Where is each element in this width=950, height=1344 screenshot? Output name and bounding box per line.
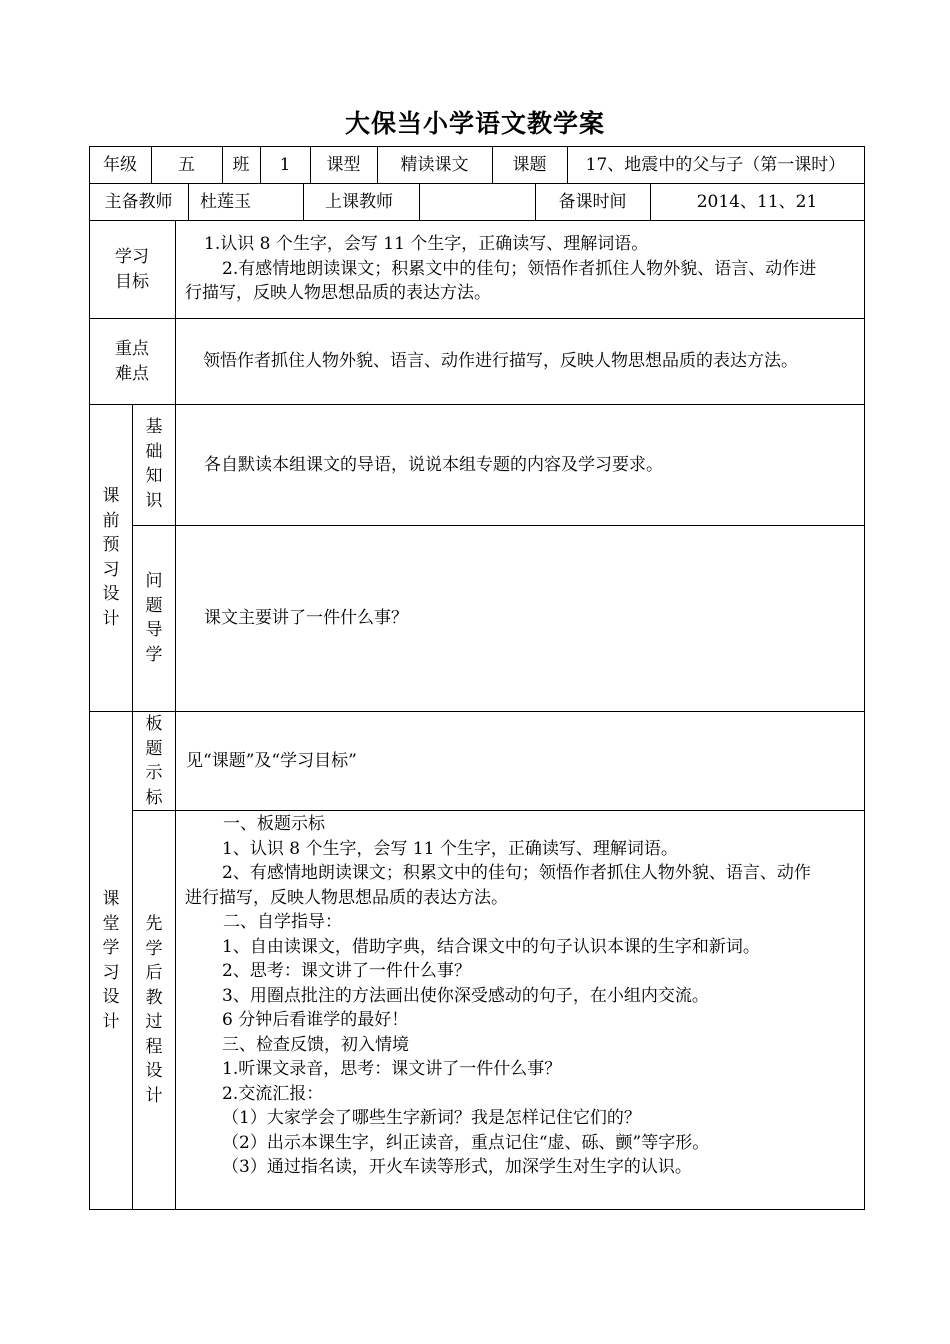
- key-points-label-line1: 重点: [115, 339, 149, 359]
- table-border-bottom: [89, 1209, 865, 1210]
- teacher-label: 上课教师: [325, 192, 393, 212]
- page-title: 大保当小学语文教学案: [344, 109, 605, 138]
- col-divider: [303, 183, 304, 220]
- objectives-line: 行描写，反映人物思想品质的表达方法。: [185, 283, 491, 303]
- basic-knowledge-label: 基 础 知 识: [145, 417, 163, 511]
- class-label: 班: [232, 155, 250, 175]
- class-value: 1: [279, 155, 291, 175]
- objectives-line: 2.有感情地朗读课文；积累文中的佳句；领悟作者抓住人物外貌、语言、动作进: [222, 258, 817, 279]
- prep-date-label: 备课时间: [558, 192, 627, 212]
- process-line: 三、检查反馈，初入情境: [222, 1034, 409, 1055]
- objectives-text: [185, 232, 816, 306]
- board-label: 板 题 示 标: [145, 714, 163, 808]
- basic-knowledge-text: 各自默读本组课文的导语，说说本组专题的内容及学习要求。: [204, 455, 663, 475]
- type-label: 课型: [326, 155, 361, 175]
- table-border-top: [89, 146, 865, 147]
- section-column-divider: [132, 404, 133, 1210]
- type-value: 精读课文: [400, 155, 469, 175]
- label-column-divider: [175, 220, 176, 1210]
- process-line: 6 分钟后看谁学的最好！: [222, 1010, 409, 1030]
- process-line: 1、认识 8 个生字，会写 11 个生字，正确读写、理解词语。: [222, 838, 678, 859]
- lead-teacher-label: 主备教师: [104, 192, 173, 212]
- grade-value: 五: [178, 155, 195, 175]
- process-line: 二、自学指导：: [223, 912, 342, 932]
- objectives-label-line1: 学习: [115, 247, 149, 267]
- table-border-right: [864, 146, 865, 1210]
- row-divider: [89, 318, 865, 319]
- question-guide-text: 课文主要讲了一件什么事？: [204, 608, 408, 628]
- key-points-label-line2: 难点: [115, 364, 149, 384]
- row-divider: [132, 525, 865, 526]
- lead-teacher-value: 杜莲玉: [200, 192, 251, 212]
- preview-section-label: 课 前 预 习 设 计: [102, 486, 120, 629]
- process-line: 2、有感情地朗读课文；积累文中的佳句；领悟作者抓住人物外貌、语言、动作: [222, 863, 811, 883]
- topic-label: 课题: [512, 155, 547, 175]
- row-divider: [89, 183, 865, 184]
- classroom-section-label: 课 堂 学 习 设 计: [102, 889, 120, 1032]
- process-line: 进行描写，反映人物思想品质的表达方法。: [185, 887, 508, 908]
- row-divider: [89, 220, 865, 221]
- process-line: 一、板题示标: [223, 814, 325, 834]
- process-line: 2.交流汇报：: [222, 1083, 324, 1104]
- process-line: （1）大家学会了哪些生字新词？我是怎样记住它们的？: [222, 1108, 641, 1128]
- table-border-left: [89, 146, 90, 1210]
- col-divider: [419, 183, 420, 220]
- process-line: 1.听课文录音，思考：课文讲了一件什么事？: [222, 1059, 562, 1079]
- process-line: （2）出示本课生字，纠正读音，重点记住“虚、砾、颤”等字形。: [222, 1132, 710, 1153]
- process-label: 先 学 后 教 过 程 设 计: [145, 914, 163, 1106]
- prep-date-value: 2014、11、21: [696, 192, 818, 212]
- row-divider: [89, 711, 865, 712]
- row-divider: [132, 810, 865, 811]
- objectives-label-line2: 目标: [115, 272, 149, 292]
- lesson-plan-table: [89, 146, 865, 1210]
- process-line: （3）通过指名读，开火车读等形式，加深学生对生字的认识。: [222, 1157, 692, 1177]
- row-divider: [89, 404, 865, 405]
- objectives-line: 1.认识 8 个生字，会写 11 个生字，正确读写、理解词语。: [204, 234, 649, 254]
- board-text: 见“课题”及“学习目标”: [186, 751, 357, 771]
- process-line: 1、自由读课文，借助字典，结合课文中的句子认识本课的生字和新词。: [222, 936, 760, 957]
- topic-value: 17、地震中的父与子（第一课时）: [585, 155, 846, 175]
- process-line: 3、用圈点批注的方法画出使你深受感动的句子，在小组内交流。: [222, 985, 709, 1006]
- process-text: [185, 812, 811, 1180]
- col-divider: [188, 183, 189, 220]
- key-points-text: 领悟作者抓住人物外貌、语言、动作进行描写，反映人物思想品质的表达方法。: [203, 351, 798, 371]
- process-line: 2、思考：课文讲了一件什么事？: [222, 961, 471, 981]
- question-guide-label: 问 题 导 学: [145, 571, 163, 665]
- grade-label: 年级: [103, 155, 137, 175]
